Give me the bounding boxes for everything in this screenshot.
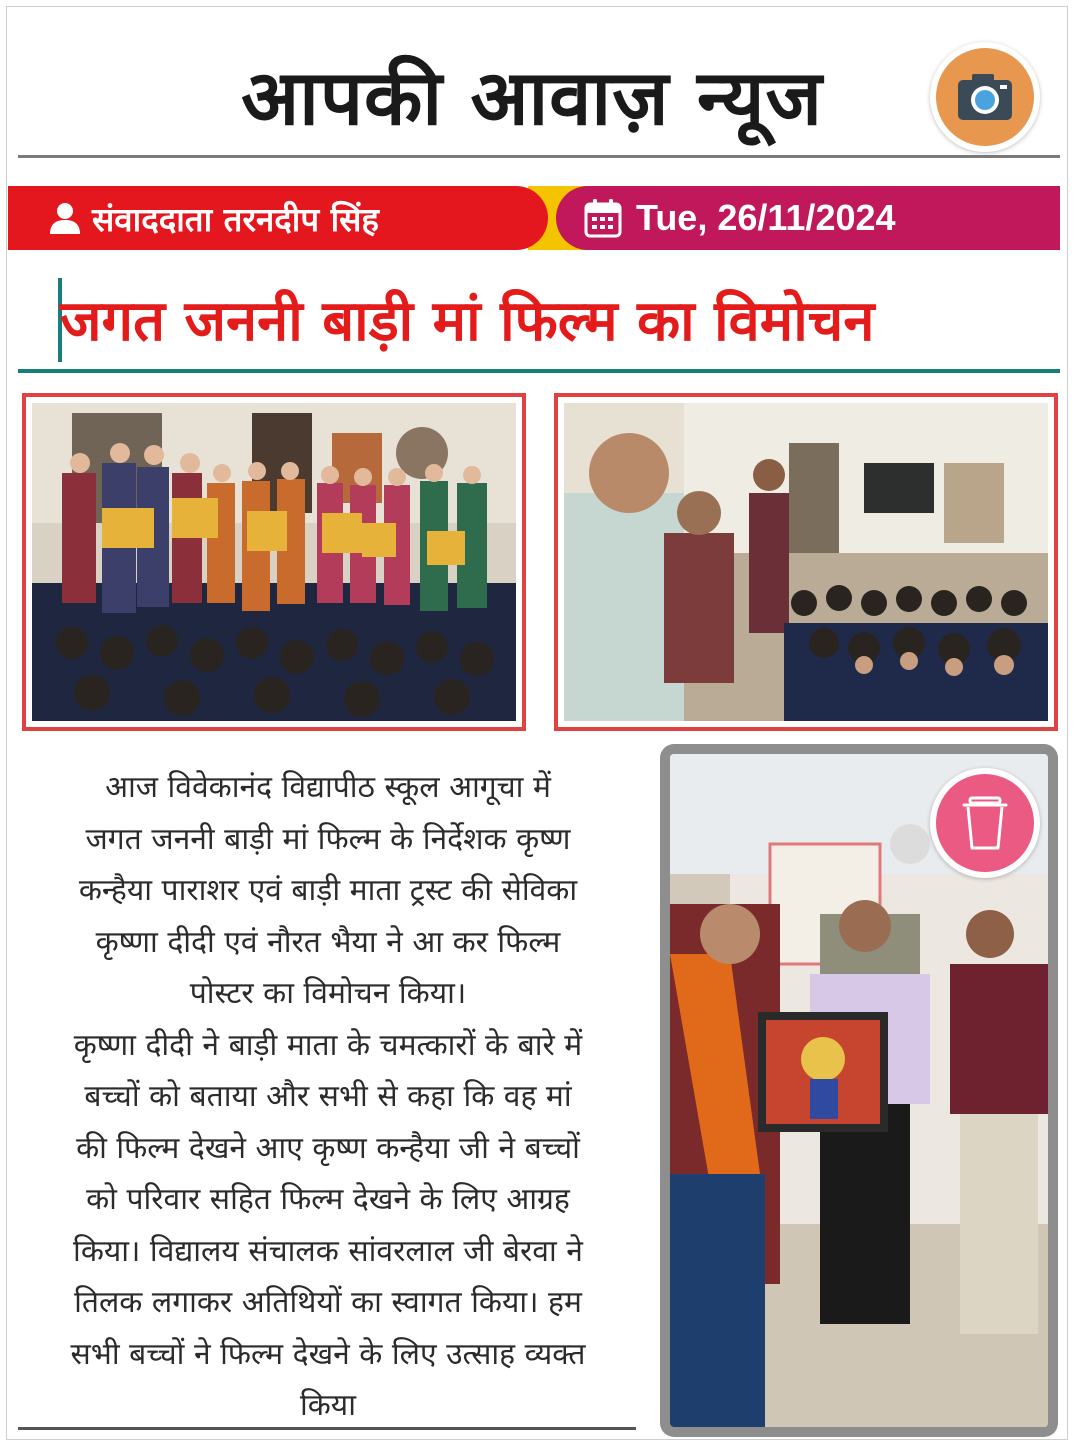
masthead [0, 48, 1076, 148]
article-line: पोस्टर का विमोचन किया। [189, 976, 467, 1011]
article-line: किया [300, 1388, 356, 1423]
photo-students-seated-image [564, 403, 1048, 721]
article-line: किया। विद्यालय संचालक सांवरलाल जी बेरवा ने [73, 1233, 583, 1269]
trash-icon [936, 774, 1034, 872]
photo-poster-release-image [32, 403, 516, 721]
article-divider [18, 1427, 636, 1430]
dateline [584, 186, 896, 250]
delete-button[interactable] [930, 768, 1040, 878]
article-body [18, 762, 638, 1432]
article-line: सभी बच्चों ने फिल्म देखने के लिए उत्साह व्यक्त [70, 1336, 586, 1372]
article-line: जगत जननी बाड़ी मां फिल्म के निर्देशक कृष्ण [85, 821, 571, 857]
article-line: कृष्णा दीदी ने बाड़ी माता के चमत्कारों के बारे में [73, 1027, 583, 1063]
photo-poster-release[interactable] [22, 393, 526, 731]
article-line: बच्चों को बताया और सभी से कहा कि वह मां [84, 1079, 572, 1114]
article-line: कन्हैया पाराशर एवं बाड़ी माता ट्रस्ट की सेविका [78, 873, 578, 908]
reporter-name: संवाददाता तरनदीप सिंह [92, 199, 379, 239]
masthead-divider [18, 155, 1060, 158]
article-headline: जगत जननी बाड़ी मां फिल्म का विमोचन [60, 289, 875, 354]
masthead-title: आपकी आवाज़ न्यूज [241, 53, 823, 142]
article-line: तिलक लगाकर अतिथियों का स्वागत किया। हम [74, 1285, 582, 1320]
article-line: कृष्णा दीदी एवं नौरत भैया ने आ कर फिल्म [95, 924, 561, 960]
article-line: को परिवार सहित फिल्म देखने के लिए आग्रह [86, 1182, 570, 1217]
camera-icon [936, 48, 1034, 146]
photo-students-seated[interactable] [554, 393, 1058, 731]
person-icon [48, 201, 82, 235]
calendar-icon [584, 198, 622, 238]
byline-bar [8, 186, 1060, 250]
camera-button[interactable] [930, 42, 1040, 152]
headline-divider [18, 369, 1060, 373]
post-date: Tue, 26/11/2024 [636, 197, 896, 238]
article-line: की फिल्म देखने आए कृष्ण कन्हैया जी ने बच्चों [76, 1130, 580, 1166]
reporter-byline [48, 186, 379, 250]
article-line: आज विवेकानंद विद्यापीठ स्कूल आगूचा में [105, 770, 551, 805]
